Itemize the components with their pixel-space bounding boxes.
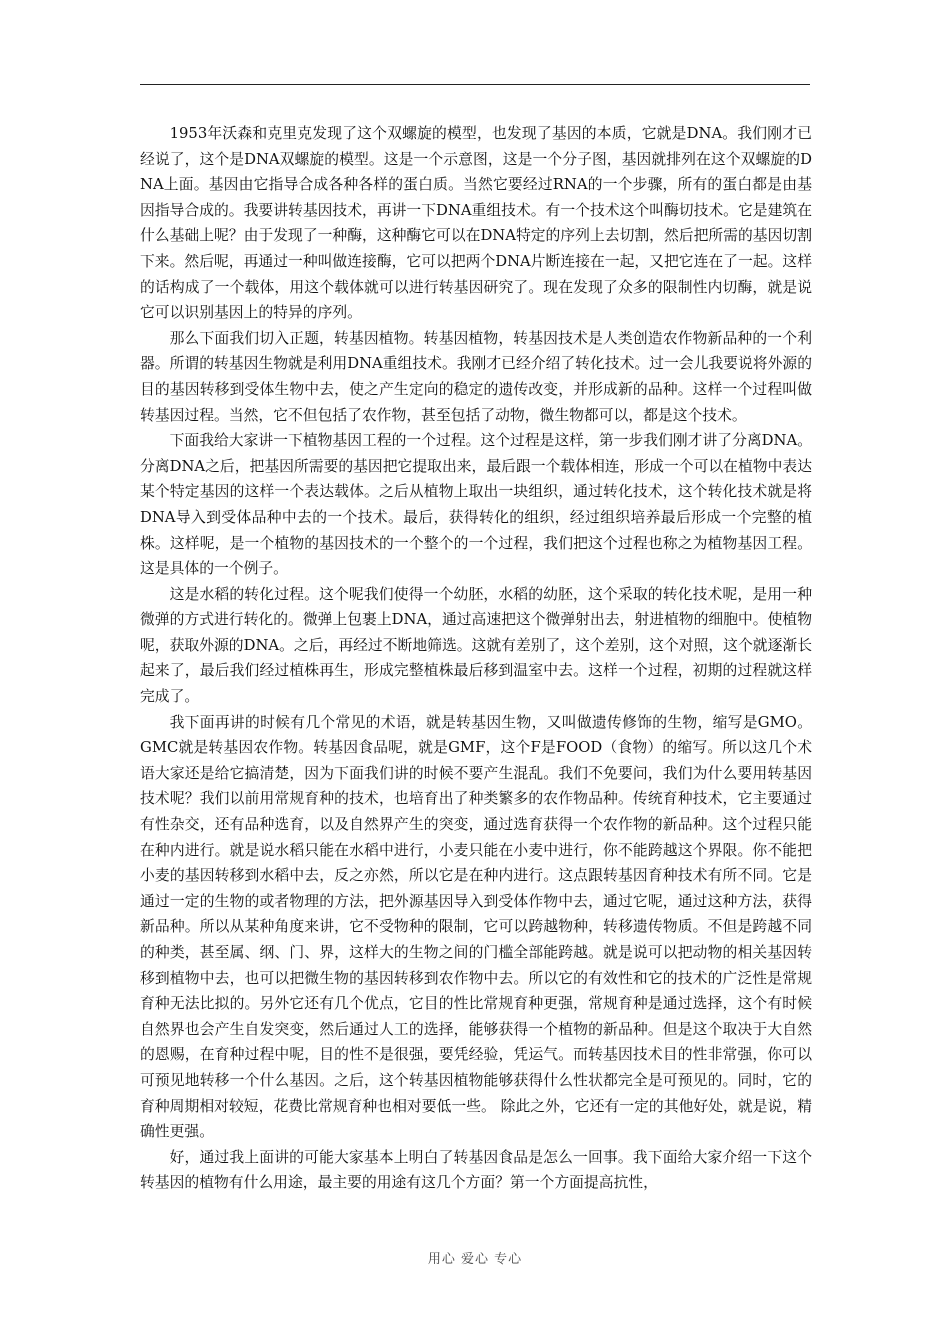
paragraph-5: 我下面再讲的时候有几个常见的术语，就是转基因生物，又叫做遗传修饰的生物，缩写是GMO。GMC就是转基因农作物。转基因食品呢，就是GMF，这个F是FOOD（食物）的缩写。所以这几个术语大家还是给它搞清楚，因为下面我们讲的时候不要产生混乱。我们不免要问，我们为什么要用转基因技术呢？我们以前用常规育种的技术，也培育出了种类繁多的农作物品种。传统育种技术，它主要通过有性杂交，还有品种选育，以及自然界产生的突变，通过选育获得一个农作物的新品种。这个过程只能在种内进行。就是说水稻只能在水稻中进行，小麦只能在小麦中进行，你不能跨越这个界限。你不能把小麦的基因转移到水稻中去，反之亦然，所以它是在种内进行。这点跟转基因育种技术有所不同。它是通过一定的生物的或者物理的方法，把外源基因导入到受体作物中去，通过它呢，通过这种方法，获得新品种。所以从某种角度来讲，它不受物种的限制，它可以跨越物种，转移遗传物质。不但是跨越不同的种类，甚至属、纲、门、界，这样大的生物之间的门槛全部能跨越。就是说可以把动物的相关基因转移到植物中去，也可以把微生物的基因转移到农作物中去。所以它的有效性和它的技术的广泛性是常规育种无法比拟的。另外它还有几个优点，它目的性比常规育种更强，常规育种是通过选择，这个有时候自然界也会产生自发突变，然后通过人工的选择，能够获得一个植物的新品种。但是这个取决于大自然的恩赐，在育种过程中呢，目的性不是很强，要凭经验，凭运气。而转基因技术目的性非常强，你可以可预见地转移一个什么基因。之后，这个转基因植物能够获得什么性状都完全是可预见的。同时，它的育种周期相对较短，花费比常规育种也相对要低一些。 除此之外，它还有一定的其他好处，就是说，精确性更强。 [140,713,812,1141]
header-rule [140,84,810,85]
paragraph-3: 下面我给大家讲一下植物基因工程的一个过程。这个过程是这样，第一步我们刚才讲了分离DNA。分离DNA之后，把基因所需要的基因把它提取出来，最后跟一个载体相连，形成一个可以在植物中表达某个特定基因的这样一个表达载体。之后从植物上取出一块组织，通过转化技术，这个转化技术就是将DNA导入到受体品种中去的一个技术。最后，获得转化的组织，经过组织培养最后形成一个完整的植株。这样呢，是一个植物的基因技术的一个整个的一个过程，我们把这个过程也称之为植物基因工程。这是具体的一个例子。 [140,432,812,578]
paragraph-6: 好，通过我上面讲的可能大家基本上明白了转基因食品是怎么一回事。我下面给大家介绍一下这个转基因的植物有什么用途，最主要的用途有这几个方面？第一个方面提高抗性， [140,1148,812,1192]
paragraph-1: 1953年沃森和克里克发现了这个双螺旋的模型，也发现了基因的本质，它就是DNA。我们刚才已经说了，这个是DNA双螺旋的模型。这是一个示意图，这是一个分子图，基因就排列在这个双螺旋的DNA上面。基因由它指导合成各种各样的蛋白质。当然它要经过RNA的一个步骤，所有的蛋白都是由基因指导合成的。我要讲转基因技术，再讲一下DNA重组技术。有一个技术这个叫酶切技术。它是建筑在什么基础上呢？由于发现了一种酶，这种酶它可以在DNA特定的序列上去切割，然后把所需的基因切割下来。然后呢，再通过一种叫做连接酶，它可以把两个DNA片断连接在一起，又把它连在了一起。这样的话构成了一个载体，用这个载体就可以进行转基因研究了。现在发现了众多的限制性内切酶，就是说它可以识别基因上的特异的序列。 [140,125,812,322]
document-body [140,121,812,1196]
paragraph-4: 这是水稻的转化过程。这个呢我们使得一个幼胚，水稻的幼胚，这个采取的转化技术呢，是用一种微弹的方式进行转化的。微弹上包裹上DNA，通过高速把这个微弹射出去，射进植物的细胞中。使植物呢，获取外源的DNA。之后，再经过不断地筛选。这就有差别了，这个差别，这个对照，这个就逐渐长起来了，最后我们经过植株再生，形成完整植株最后移到温室中去。这样一个过程，初期的过程就这样完成了。 [140,585,812,706]
page-footer: 用心 爱心 专心 [427,1252,523,1267]
paragraph-2: 那么下面我们切入正题，转基因植物。转基因植物，转基因技术是人类创造农作物新品种的一个利器。所谓的转基因生物就是利用DNA重组技术。我刚才已经介绍了转化技术。过一会儿我要说将外源的目的基因转移到受体生物中去，使之产生定向的稳定的遗传改变，并形成新的品种。这样一个过程叫做转基因过程。当然，它不但包括了农作物，甚至包括了动物，微生物都可以，都是这个技术。 [140,329,812,424]
